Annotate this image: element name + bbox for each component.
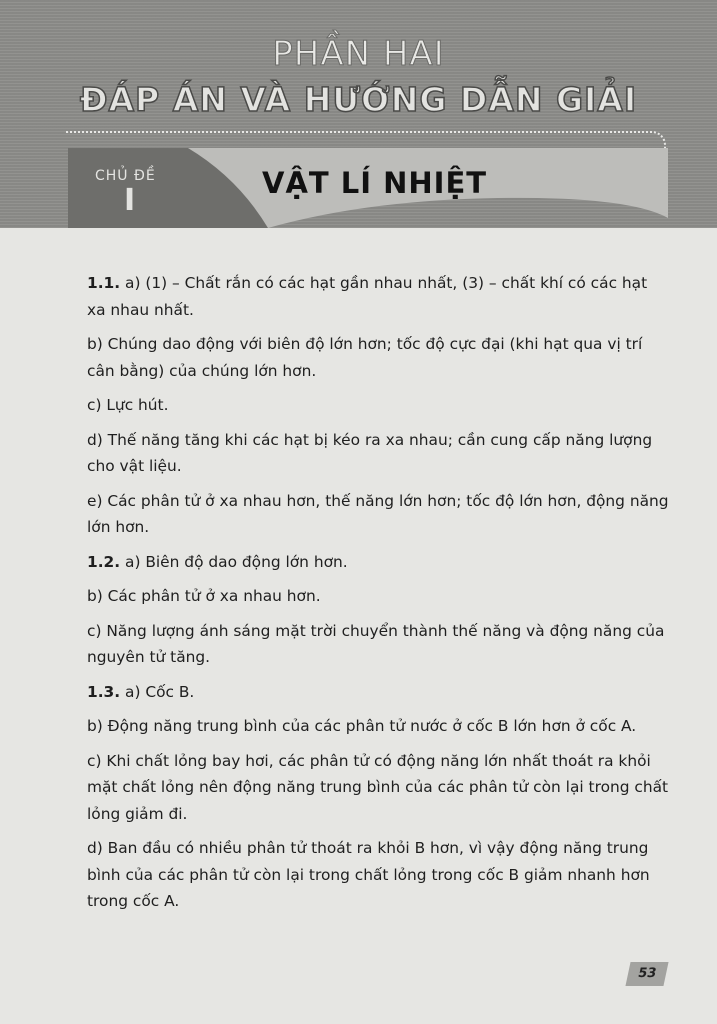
answer-text: a) Cốc B. [120,682,195,701]
topic-number: I [124,183,136,218]
page-number: 53 [625,962,668,986]
answer-text: b) Động năng trung bình của các phân tử nước ở cốc B lớn hơn ở cốc A. [87,717,637,735]
answer-paragraph [87,583,669,610]
answer-list [87,270,669,923]
answer-text: a) (1) – Chất rắn có các hạt gần nhau nhất, (3) – chất khí có các hạt xa nhau nhất. [87,274,648,319]
answer-text: b) Các phân tử ở xa nhau hơn. [87,587,321,605]
answer-text: c) Lực hút. [87,396,169,414]
answer-paragraph [87,331,669,384]
part-subtitle: ĐÁP ÁN VÀ HƯỚNG DẪN GIẢI [79,80,638,119]
answer-paragraph [87,713,669,740]
answer-number: 1.1. [87,274,121,292]
answer-text: d) Ban đầu có nhiều phân tử thoát ra khỏi B hơn, vì vậy động năng trung bình của các phân tử còn lại trong chất lỏng trong cốc B giảm nhanh hơn trong cốc A. [87,839,650,910]
answer-number: 1.3. [87,682,121,701]
answer-paragraph [87,618,669,671]
answer-paragraph [87,427,669,480]
answer-text: a) Biên độ dao động lớn hơn. [120,552,348,571]
answer-text: d) Thế năng tăng khi các hạt bị kéo ra xa nhau; cần cung cấp năng lượng cho vật liệu. [87,430,653,475]
answer-paragraph [87,679,669,706]
page-header [0,0,717,228]
answer-number: 1.2. [87,552,121,571]
answer-paragraph [87,835,669,915]
answer-text: b) Chúng dao động với biên độ lớn hơn; tốc độ cực đại (khi hạt qua vị trí cân bằng) của chúng lớn hơn. [87,335,643,380]
part-title: PHẦN HAI [272,34,445,74]
answer-text: e) Các phân tử ở xa nhau hơn, thế năng lớn hơn; tốc độ lớn hơn, động năng lớn hơn. [87,491,669,536]
answer-paragraph [87,488,669,541]
answer-paragraph [87,392,669,419]
answer-paragraph [87,549,669,576]
answer-text: c) Năng lượng ánh sáng mặt trời chuyển thành thế năng và động năng của nguyên tử tăng. [87,621,665,666]
answer-paragraph [87,270,669,323]
chapter-title: VẬT LÍ NHIỆT [262,166,488,200]
topic-label: CHỦ ĐỀ [95,168,156,184]
answer-paragraph [87,748,669,828]
answer-text: c) Khi chất lỏng bay hơi, các phân tử có động năng lớn nhất thoát ra khỏi mặt chất lỏng nên động năng trung bình của các phân tử còn lại trong chất lỏng giảm đi. [87,751,669,823]
